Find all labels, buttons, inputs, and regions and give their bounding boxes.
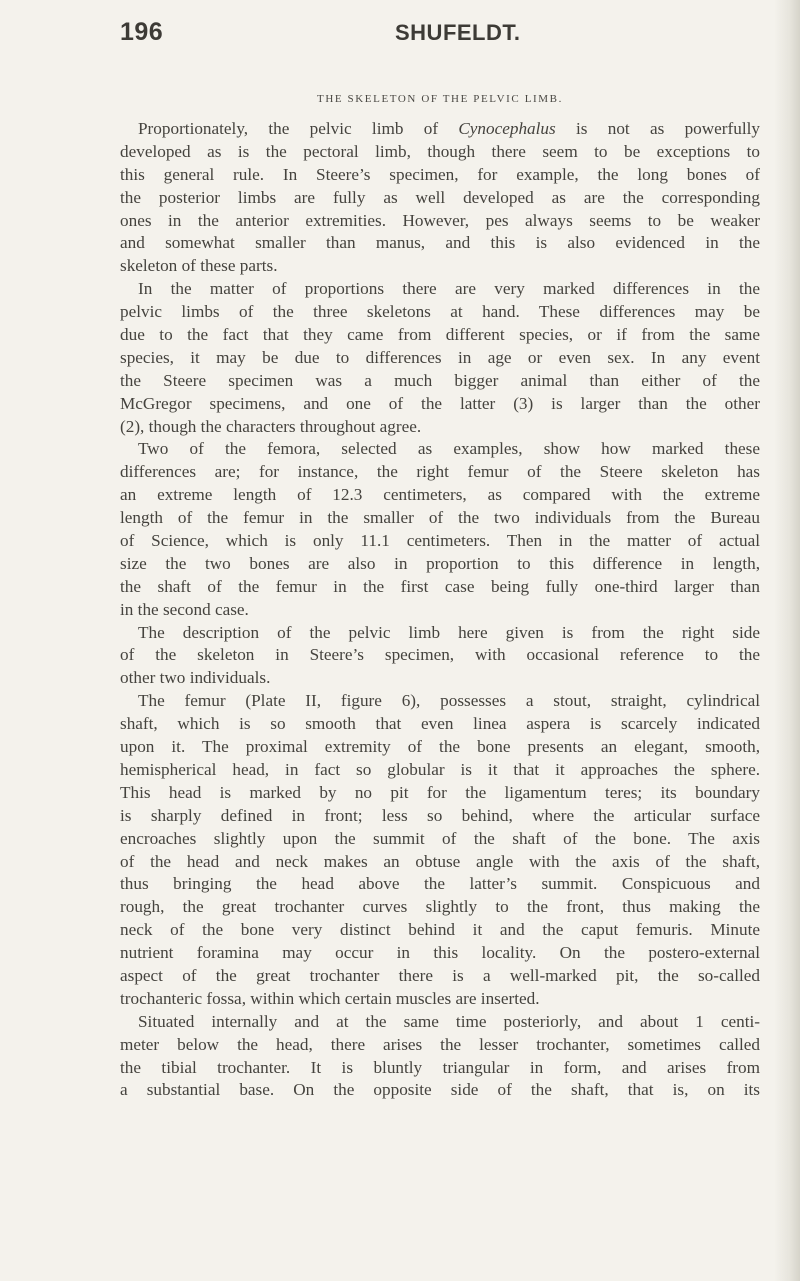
text-line: in the second case. [120, 599, 249, 619]
text-line: aspect of the great trochanter there is a well-marked pit, the so-called [120, 965, 760, 985]
text-line: meter below the head, there arises the lesser trochanter, sometimes called [120, 1034, 760, 1054]
text-line: ones in the anterior extremities. However, pes always seems to be weaker [120, 210, 760, 230]
text-line: length of the femur in the smaller of the two individuals from the Bureau [120, 508, 760, 528]
genus-name: Cynocephalus [458, 119, 556, 138]
text-line: rough, the great trochanter curves slightly to the front, thus making the [120, 897, 760, 917]
page-number: 196 [120, 18, 164, 46]
text-line: the shaft of the femur in the first case being fully one-third larger than [120, 576, 760, 596]
text-line: neck of the bone very distinct behind it and the caput femuris. Minute [120, 920, 760, 940]
text-line: trochanteric fossa, within which certain muscles are inserted. [120, 988, 540, 1008]
text-line: Situated internally and at the same time posteriorly, and about 1 centi- [138, 1011, 760, 1031]
text-line: developed as is the pectoral limb, though there seem to be exceptions to [120, 141, 760, 161]
running-head: SHUFELDT. [395, 20, 521, 45]
text-line: pelvic limbs of the three skeletons at hand. These differences may be [120, 302, 760, 322]
text-line: The description of the pelvic limb here given is from the right side [138, 622, 760, 642]
text-line: (2), though the characters throughout agree. [120, 416, 422, 436]
text-line: of the head and neck makes an obtuse angle with the axis of the shaft, [120, 851, 760, 871]
text-line: this general rule. In Steere’s specimen, for example, the long bones of [120, 164, 760, 184]
text-line: the Steere specimen was a much bigger animal than either of the [120, 370, 760, 390]
text-line: is sharply defined in front; less so behind, where the articular surface [120, 805, 760, 825]
text-line: other two individuals. [120, 668, 271, 688]
text-line: upon it. The proximal extremity of the bone presents an elegant, smooth, [120, 737, 760, 757]
text-line: species, it may be due to differences in age or even sex. In any event [120, 347, 760, 367]
text-line: McGregor specimens, and one of the latter (3) is larger than the other [120, 393, 760, 413]
text-line: size the two bones are also in proportion to this difference in length, [120, 553, 760, 573]
text-line: a substantial base. On the opposite side of the shaft, that is, on its [120, 1080, 760, 1100]
text-line: This head is marked by no pit for the ligamentum teres; its boundary [120, 782, 760, 802]
text-line: In the matter of proportions there are very marked differences in the [138, 279, 760, 299]
body-text [120, 118, 760, 1102]
text-line: the tibial trochanter. It is bluntly triangular in form, and arises from [120, 1057, 760, 1077]
text-line: differences are; for instance, the right femur of the Steere skeleton has [120, 462, 760, 482]
text-line: of the skeleton in Steere’s specimen, with occasional reference to the [120, 645, 760, 665]
text-line: nutrient foramina may occur in this locality. On the postero-external [120, 943, 760, 963]
text-line: of Science, which is only 11.1 centimeters. Then in the matter of actual [120, 531, 760, 551]
text-line: skeleton of these parts. [120, 256, 278, 276]
text-line: encroaches slightly upon the summit of the shaft of the bone. The axis [120, 828, 760, 848]
text-line: shaft, which is so smooth that even linea aspera is scarcely indicated [120, 714, 760, 734]
text-line: thus bringing the head above the latter’s summit. Conspicuous and [120, 874, 760, 894]
text-line: The femur (Plate II, figure 6), possesses a stout, straight, cylindrical [138, 691, 760, 711]
text-line: and somewhat smaller than manus, and this is also evidenced in the [120, 233, 760, 253]
text-line: hemispherical head, in fact so globular is it that it approaches the sphere. [120, 759, 760, 779]
text-line: due to the fact that they came from different species, or if from the same [120, 325, 760, 345]
text-line: Two of the femora, selected as examples, show how marked these [138, 439, 760, 459]
page-header [120, 18, 760, 58]
text-line: the posterior limbs are fully as well developed as are the corresponding [120, 187, 760, 207]
page-edge-shadow [774, 0, 800, 1281]
section-title: THE SKELETON OF THE PELVIC LIMB. [317, 93, 563, 105]
text-line: Proportionately, the pelvic limb of Cynocephalus is not as powerfully [138, 119, 760, 138]
text-line: an extreme length of 12.3 centimeters, as compared with the extreme [120, 485, 760, 505]
